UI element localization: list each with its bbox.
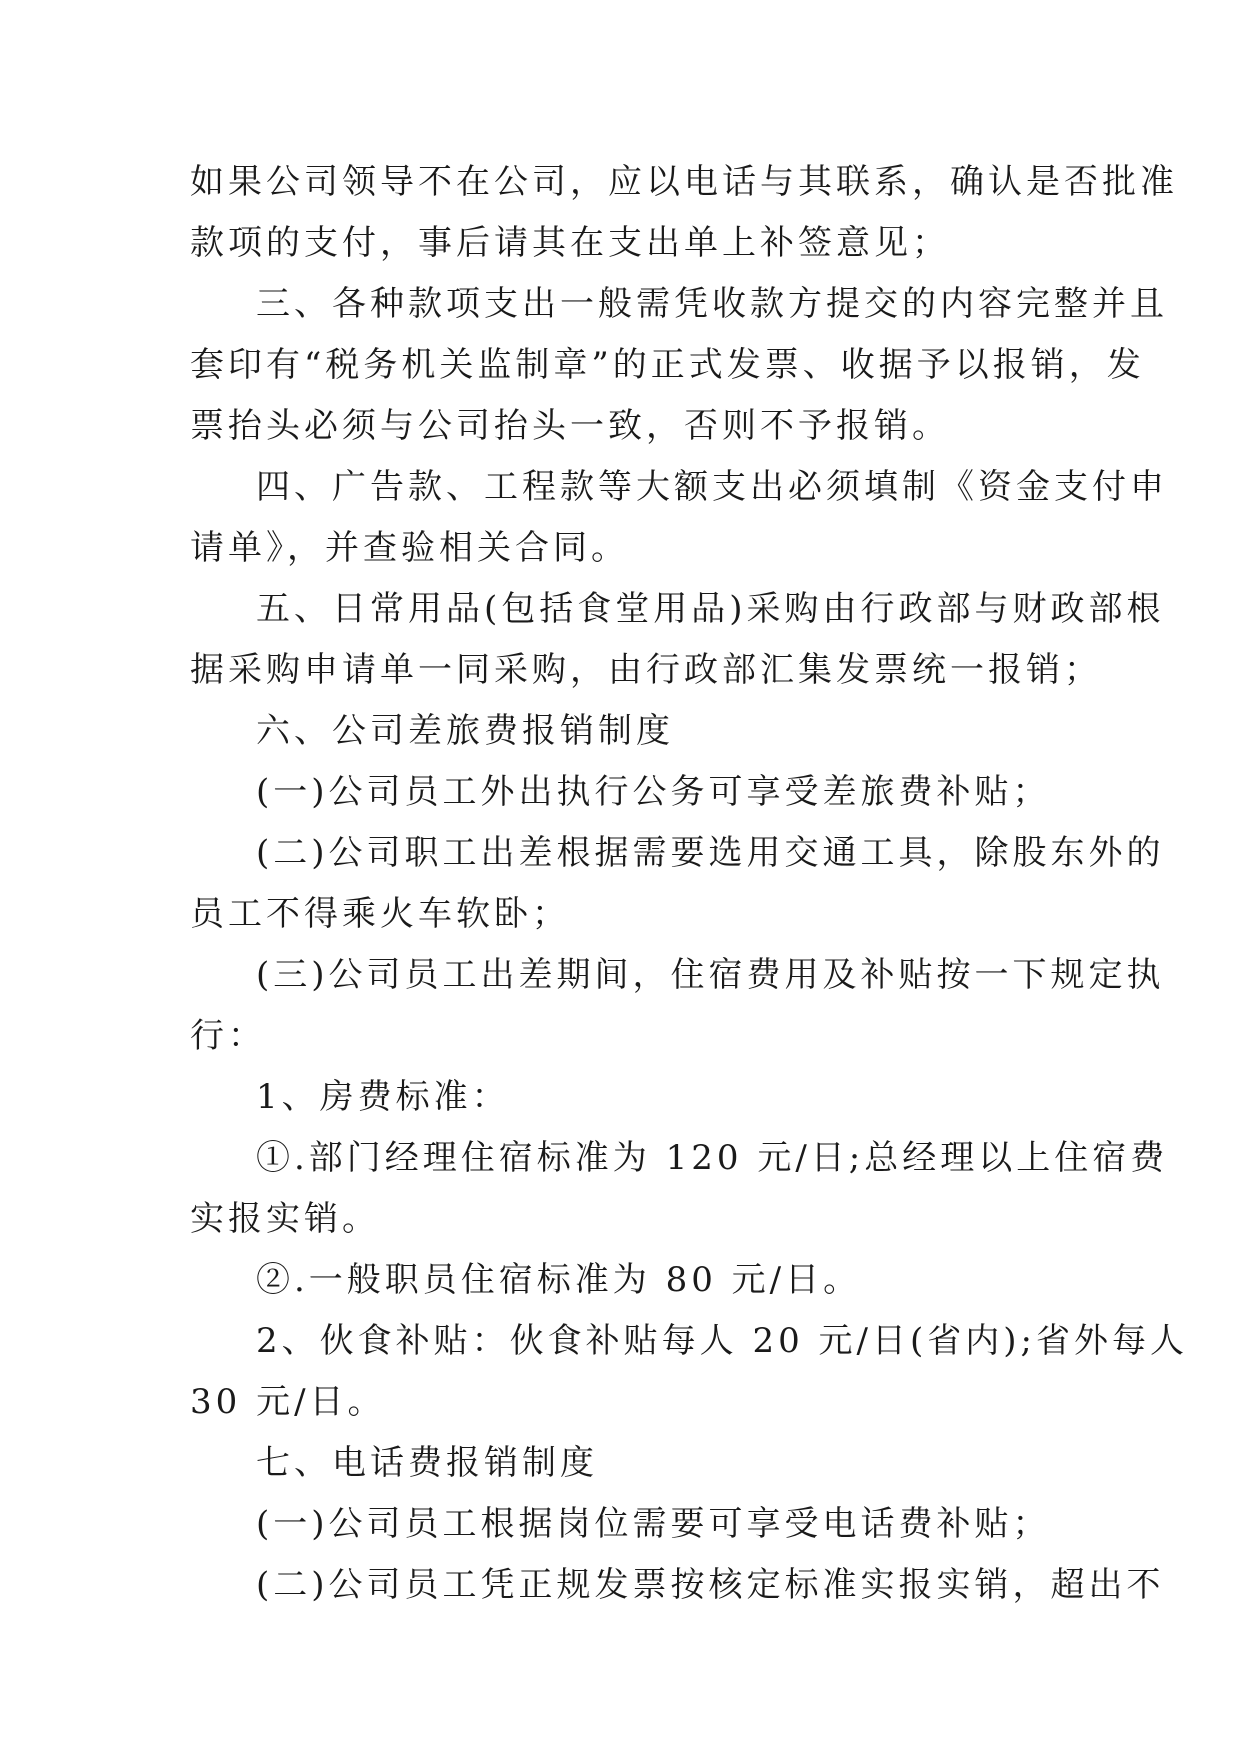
text-line: 据采购申请单一同采购，由行政部汇集发票统一报销； — [190, 650, 1102, 690]
text-line: 三、各种款项支出一般需凭收款方提交的内容完整并且 — [256, 284, 1168, 324]
text-line: 员工不得乘火车软卧； — [190, 894, 570, 934]
text-line: 如果公司领导不在公司，应以电话与其联系，确认是否批准 — [190, 162, 1178, 202]
text-line: ①.部门经理住宿标准为 120 元/日;总经理以上住宿费 — [256, 1138, 1169, 1178]
text-line: 30 元/日。 — [190, 1382, 386, 1422]
text-line: (三)公司员工出差期间，住宿费用及补贴按一下规定执 — [256, 955, 1165, 995]
text-line: 行： — [190, 1016, 266, 1056]
text-line: ②.一般职员住宿标准为 80 元/日。 — [256, 1260, 862, 1300]
text-line: 票抬头必须与公司抬头一致，否则不予报销。 — [190, 406, 950, 446]
text-line: 1、房费标准： — [256, 1077, 510, 1117]
text-line: 六、公司差旅费报销制度 — [256, 711, 674, 751]
text-line: 五、日常用品(包括食堂用品)采购由行政部与财政部根 — [256, 589, 1165, 629]
text-line: (二)公司员工凭正规发票按核定标准实报实销，超出不 — [256, 1565, 1165, 1605]
text-line: 套印有“税务机关监制章”的正式发票、收据予以报销，发 — [190, 345, 1145, 385]
text-line: 四、广告款、工程款等大额支出必须填制《资金支付申 — [256, 467, 1168, 507]
document-body — [190, 152, 1188, 1616]
text-line: 实报实销。 — [190, 1199, 380, 1239]
text-line: 请单》，并查验相关合同。 — [190, 528, 629, 568]
text-line: (一)公司员工根据岗位需要可享受电话费补贴； — [256, 1504, 1051, 1544]
text-line: (二)公司职工出差根据需要选用交通工具，除股东外的 — [256, 833, 1165, 873]
text-line: (一)公司员工外出执行公务可享受差旅费补贴； — [256, 772, 1051, 812]
text-line: 2、伙食补贴：伙食补贴每人 20 元/日(省内);省外每人 — [256, 1321, 1188, 1361]
text-line: 款项的支付，事后请其在支出单上补签意见； — [190, 223, 950, 263]
text-line: 七、电话费报销制度 — [256, 1443, 598, 1483]
